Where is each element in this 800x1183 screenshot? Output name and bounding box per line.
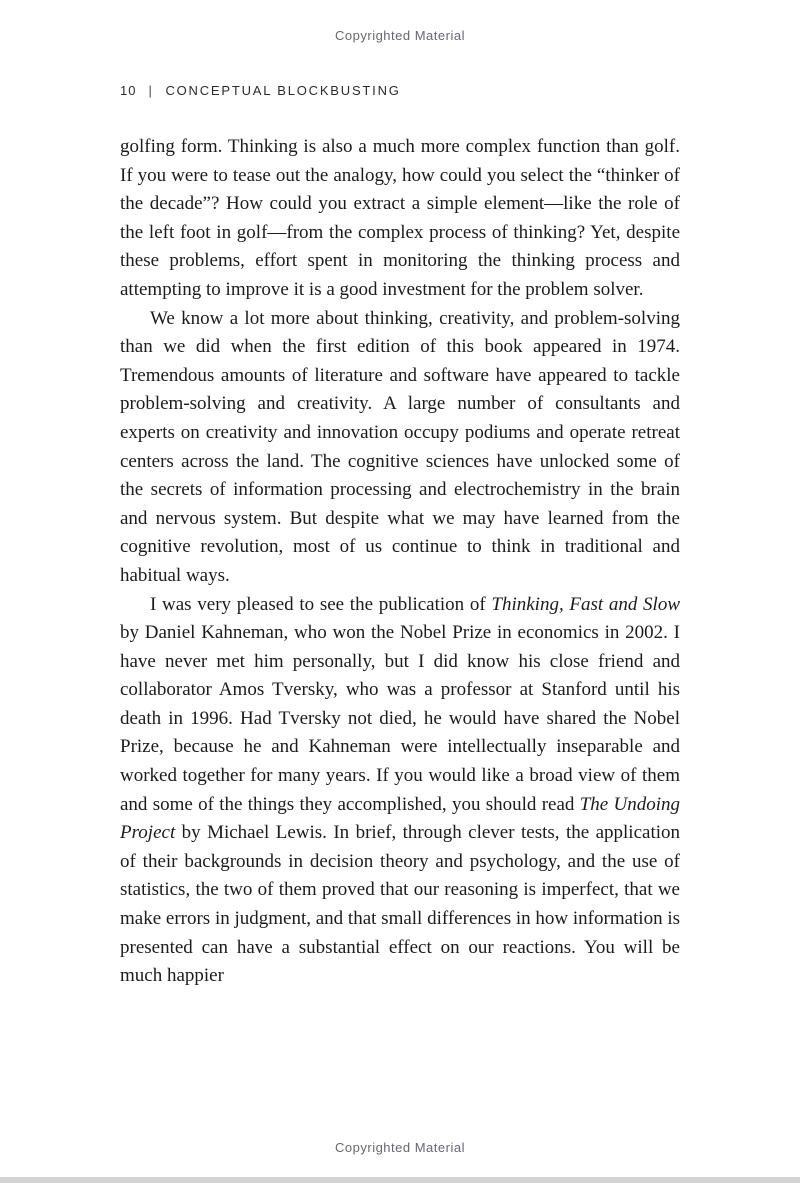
text-run: by Daniel Kahneman, who won the Nobel Prize in economics in 2002. I have never met him personally, but I did know his close friend and collaborator Amos Tversky, who was a professor at Stanford until his death in 1996. Had Tversky not died, he would have shared the Nobel Prize, because he and Kahneman were intellectually inseparable and worked together for many years. If you would like a broad view of them and some of the things they accomplished, you should read: [120, 622, 680, 815]
copyright-notice-top: Copyrighted Material: [335, 28, 465, 43]
text-run: golfing form. Thinking is also a much more complex function than golf. If you were to tease out the analogy, how could you select the “thinker of the decade”? How could you extract a simple element—like the role of the left foot in golf—from the complex process of thinking? Yet, despite these problems, effort spent in monitoring the thinking process and attempting to improve it is a good investment for the problem solver.: [120, 136, 680, 300]
text-run-italic-book-title: Thinking, Fast and Slow: [491, 593, 680, 615]
text-run: I was very pleased to see the publication of: [150, 593, 492, 615]
body-text: [120, 133, 680, 991]
running-header: [120, 83, 680, 98]
header-separator: |: [148, 83, 154, 98]
paragraph: [120, 133, 680, 305]
paragraph: [120, 305, 680, 591]
paragraph: [120, 591, 680, 991]
text-run-italic-book-title: The Undoing Project: [120, 793, 681, 844]
page-edge-shadow: [0, 1177, 800, 1183]
text-run: We know a lot more about thinking, creativity, and problem-solving than we did when the first edition of this book appeared in 1974. Tremendous amounts of literature and software have appeared to tackle problem-solving and creativity. A large number of consultants and experts on creativity and innovation occupy podiums and operate retreat centers across the land. The cognitive sciences have unlocked some of the secrets of information processing and electrochemistry in the brain and nervous system. But despite what we may have learned from the cognitive revolution, most of us continue to think in traditional and habitual ways.: [120, 307, 680, 586]
running-title: CONCEPTUAL BLOCKBUSTING: [165, 83, 401, 98]
copyright-notice-bottom: Copyrighted Material: [335, 1140, 465, 1155]
page-number: 10: [120, 83, 137, 98]
text-run: by Michael Lewis. In brief, through clever tests, the application of their backgrounds in decision theory and psychology, and the use of statistics, the two of them proved that our reasoning is imperfect, that we make errors in judgment, and that small differences in how information is presented can have a substantial effect on our reactions. You will be much happier: [120, 822, 681, 987]
